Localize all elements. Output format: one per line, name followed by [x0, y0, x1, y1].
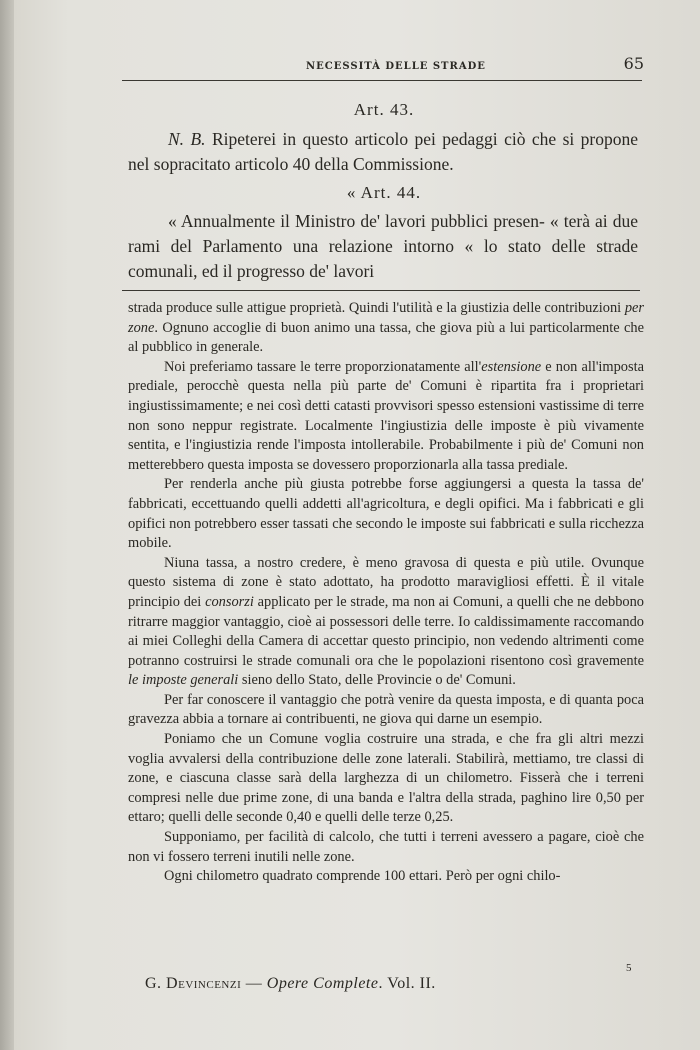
footer-work: Opere Complete [266, 975, 379, 992]
nb-label: N. B. [168, 129, 206, 149]
footer-dash: — [241, 975, 267, 992]
page-footer [145, 975, 436, 993]
note-paragraph-5: Per far conoscere il vantaggio che potrà venire da questa imposta, e di quanta poca gravezza abbia a tornare ai contribuenti, ne giova qui darne un esempio. [128, 691, 644, 728]
signature-mark: 5 [626, 962, 632, 974]
header-rule [122, 80, 642, 81]
note-paragraph-8: Ogni chilometro quadrato comprende 100 ettari. Però per ogni chilo- [164, 868, 561, 885]
note-paragraph-3: Per renderla anche più giusta potrebbe forse aggiungersi a questa la tassa de' fabbricati, eccettuando quelli addetti all'agricoltura, e degli opifici. Ma i fabbricati e gli opifici non potrebbero esser tassati che secondo le imposte sui fabbricati e sulla ricchezza mobile. [128, 476, 644, 552]
article-44-heading: « Art. 44. [346, 183, 422, 202]
article-44-text: « Annualmente il Ministro de' lavori pubblici presen- « terà ai due rami del Parlamento una relazione intorno « lo stato delle strade comunali, ed il progresso de' lavori [128, 211, 638, 281]
article-43-heading: Art. 43. [353, 100, 415, 119]
footer-author: G. Devincenzi [145, 975, 242, 992]
footer-volume: . Vol. II. [378, 975, 436, 992]
book-spine-shadow [0, 0, 14, 1050]
page-number: 65 [623, 54, 644, 73]
footnote-rule [122, 290, 640, 291]
note-paragraph-2: Noi preferiamo tassare le terre proporzionatamente all'estensione e non all'imposta prediale, perocchè questa nella più parte de' Comuni è ripartita fra i proprietari ingiustissimamente; e nei così detti catasti provvisori spesso estensioni vastissime di terre non sono neppur registrate. Localmente l'ingiustizia delle imposte è più vivamente sentita, e l'ingiustizia rende l'imposta intollerabile. Probabilmente i più de' Comuni non metterebbero questa imposta se dovessero proporzionarla alla tassa prediale. [128, 358, 644, 473]
running-title: NECESSITÀ DELLE STRADE [306, 61, 486, 72]
page-header [128, 54, 648, 73]
nb-text: Ripeterei in questo articolo pei pedaggi ciò che si propone nel sopracitato articolo 40 della Commissione. [128, 129, 638, 174]
nb-paragraph [128, 127, 638, 177]
note-paragraph-7: Supponiamo, per facilità di calcolo, che tutti i terreni avessero a pagare, cioè che non vi fossero terreni inutili nelle zone. [128, 829, 644, 865]
note-paragraph-1: strada produce sulle attigue proprietà. Quindi l'utilità e la giustizia delle contribuzioni per zone. Ognuno accoglie di buon animo una tassa, che giova più a lui particolarmente che al pubblico in generale. [128, 300, 644, 356]
note-paragraph-6: Poniamo che un Comune voglia costruire una strada, e che fra gli altri mezzi voglia avvalersi della contribuzione delle zone laterali. Stabilirà, mettiamo, tre classi di zone, e ciascuna classe sarà della larghezza di un chilometro. Fisserà che i terreni compresi nelle due prime zone, di una banda e l'altra della strada, paghino lire 0,50 per ettaro; quelli delle seconde 0,40 e quelli delle terze 0,25. [128, 731, 644, 826]
note-paragraph-4: Niuna tassa, a nostro credere, è meno gravosa di questa e più utile. Ovunque questo sistema di zone è stato adottato, ha prodotto maravigliosi effetti. È il vitale principio dei consorzi applicato per le strade, ma non ai Comuni, a quelli che ne debbono ritrarre maggior vantaggio, cioè ai possessori delle terre. Io caldissimamente raccomando ai miei Colleghi della Camera di accettar questo principio, non vedendo altrimenti come potranno costruirsi le strade comunali ora che le popolazioni risentono così gravemente le imposte generali sieno dello Stato, delle Provincie o de' Comuni. [128, 554, 644, 689]
article-44-text-block [128, 209, 638, 284]
footnote-text [128, 299, 644, 887]
